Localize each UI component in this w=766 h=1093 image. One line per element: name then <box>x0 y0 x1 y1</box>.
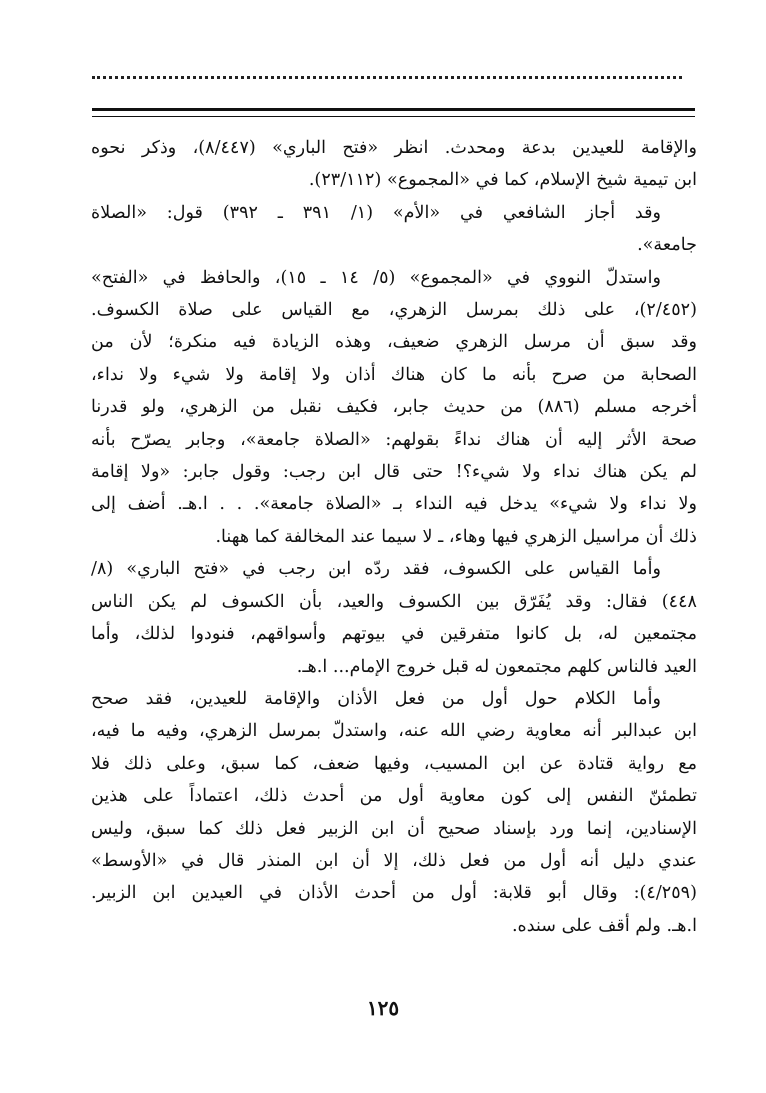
paragraph-2 <box>91 197 697 262</box>
page-number: ١٢٥ <box>366 996 400 1020</box>
text-line: مع رواية قتادة عن ابن المسيب، وفيها ضعف، كما سبق، وعلى ذلك فلا <box>91 753 697 774</box>
text-line: أخرجه مسلم (٨٨٦) من حديث جابر، فكيف نقبل من الزهري، ولو قدرنا <box>91 397 697 418</box>
header-rule-thick <box>92 108 695 111</box>
text-line: واستدلّ النووي في «المجموع» (٥/ ١٤ ـ ١٥)، والحافظ في «الفتح» <box>91 267 661 288</box>
text-line: صحة الأثر إليه أن هناك نداءً بقولهم: «الصلاة جامعة»، وجابر يصرّح بأنه <box>91 429 697 450</box>
paragraph-5 <box>91 683 697 942</box>
text-line: العيد فالناس كلهم مجتمعون له قبل خروج الإمام... ا.هـ. <box>296 656 697 677</box>
paragraph-1 <box>91 132 697 197</box>
text-line: وقد أجاز الشافعي في «الأم» (١/ ٣٩١ ـ ٣٩٢) قول: «الصلاة <box>91 202 662 223</box>
paragraph-3 <box>91 262 697 554</box>
text-line: (٤/٢٥٩): وقال أبو قلابة: أول من أحدث الأذان في العيدين ابن الزبير. <box>91 883 697 904</box>
header-rule-thin <box>92 116 695 117</box>
body-text <box>91 132 697 942</box>
text-line: ابن عبدالبر أنه معاوية رضي الله عنه، واستدلّ بمرسل الزهري، وفيه ما فيه، <box>91 721 697 742</box>
text-line: تطمئنّ النفس إلى كون معاوية أول من أحدث ذلك، اعتماداً على هذين <box>91 786 697 807</box>
text-line: ا.هـ. ولم أقف على سنده. <box>511 915 697 936</box>
text-line: وقد سبق أن مرسل الزهري ضعيف، وهذه الزيادة فيه منكرة؛ لأن من <box>91 332 697 353</box>
text-line: عندي دليل أنه أول من فعل ذلك، إلا أن ابن المنذر قال في «الأوسط» <box>91 850 697 871</box>
paragraph-4 <box>91 553 697 683</box>
text-line: الإسنادين، إنما ورد بإسناد صحيح أن ابن الزبير فعل ذلك كما سبق، وليس <box>91 818 697 839</box>
text-line: ٤٤٨) فقال: وقد يُفَرّق بين الكسوف والعيد، بأن الكسوف لم يكن الناس <box>91 591 697 612</box>
text-line: ولا نداء ولا شيء» يدخل فيه النداء بـ «الصلاة جامعة». . . ا.هـ. أضف إلى <box>91 494 697 515</box>
text-line: مجتمعين له، بل كانوا متفرقين في بيوتهم وأسواقهم، فنودوا لذلك، وأما <box>91 624 697 645</box>
text-line: (٢/٤٥٢)، على ذلك بمرسل الزهري، مع القياس على صلاة الكسوف. <box>91 300 697 321</box>
text-line: والإقامة للعيدين بدعة ومحدث. انظر «فتح الباري» (٨/٤٤٧)، وذكر نحوه <box>91 138 697 158</box>
text-line: لم يكن هناك نداء ولا شيء؟! حتى قال ابن رجب: وقول جابر: «ولا إقامة <box>91 462 697 483</box>
text-line: ذلك أن مراسيل الزهري فيها وهاء، ـ لا سيما عند المخالفة كما ههنا. <box>215 526 697 547</box>
text-line: الصحابة من صرح بأنه ما كان هناك أذان ولا إقامة ولا شيء ولا نداء، <box>91 364 697 385</box>
text-line: ابن تيمية شيخ الإسلام، كما في «المجموع» (٢٣/١١٢). <box>308 170 697 191</box>
header-dotted-line <box>92 76 682 91</box>
text-line: وأما الكلام حول أول من فعل الأذان والإقامة للعيدين، فقد صحح <box>91 688 661 709</box>
text-line: وأما القياس على الكسوف، فقد ردّه ابن رجب في «فتح الباري» (٨/ <box>91 559 661 580</box>
text-line: جامعة». <box>637 235 697 256</box>
